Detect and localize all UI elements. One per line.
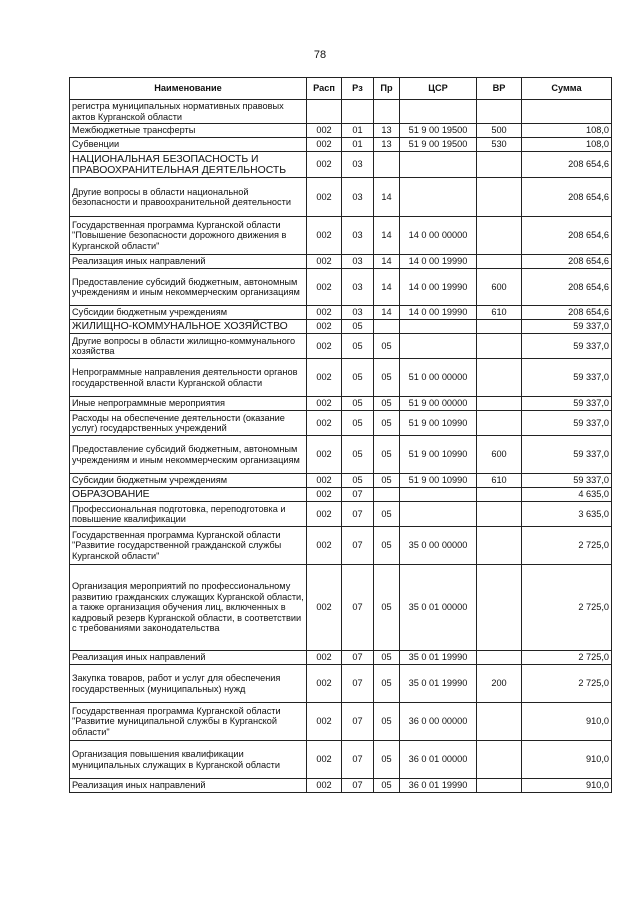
cell-sum: 2 725,0: [522, 565, 612, 651]
cell-rasp: 002: [307, 255, 342, 269]
cell-sum: 208 654,6: [522, 269, 612, 306]
table-row: [70, 651, 612, 665]
cell-rz: 03: [342, 178, 374, 217]
table-row: [70, 334, 612, 359]
cell-name: Реализация иных направлений: [70, 651, 307, 665]
cell-rz: 01: [342, 124, 374, 138]
cell-csr: 14 0 00 19990: [400, 255, 477, 269]
cell-rz: 07: [342, 651, 374, 665]
cell-name: Государственная программа Курганской области "Развитие государственной гражданской службы Курганской области": [70, 527, 307, 565]
cell-csr: 51 9 00 19500: [400, 138, 477, 152]
cell-rz: 07: [342, 703, 374, 741]
cell-vr: [477, 527, 522, 565]
cell-pr: 14: [374, 178, 400, 217]
table-row: [70, 100, 612, 124]
cell-name: Организация повышения квалификации муниципальных служащих в Курганской области: [70, 741, 307, 779]
cell-pr: 05: [374, 527, 400, 565]
cell-rz: 03: [342, 269, 374, 306]
cell-csr: 36 0 01 19990: [400, 779, 477, 793]
cell-vr: [477, 488, 522, 502]
cell-csr: 35 0 01 19990: [400, 665, 477, 703]
cell-vr: [477, 565, 522, 651]
cell-vr: [477, 397, 522, 411]
cell-csr: 14 0 00 19990: [400, 306, 477, 320]
cell-sum: 2 725,0: [522, 665, 612, 703]
table-row: [70, 565, 612, 651]
cell-pr: 05: [374, 474, 400, 488]
cell-csr: 35 0 01 00000: [400, 565, 477, 651]
cell-rz: 03: [342, 306, 374, 320]
cell-vr: [477, 255, 522, 269]
table-row: [70, 124, 612, 138]
table-row: [70, 741, 612, 779]
cell-vr: 530: [477, 138, 522, 152]
table-row: [70, 397, 612, 411]
cell-vr: [477, 320, 522, 334]
cell-rasp: 002: [307, 152, 342, 178]
cell-vr: [477, 741, 522, 779]
table-body: [70, 100, 612, 793]
cell-rz: 07: [342, 488, 374, 502]
cell-rasp: 002: [307, 665, 342, 703]
cell-csr: 36 0 00 00000: [400, 703, 477, 741]
cell-rasp: 002: [307, 779, 342, 793]
page-number: 78: [313, 49, 327, 61]
cell-rz: 05: [342, 334, 374, 359]
cell-csr: [400, 502, 477, 527]
table-row: [70, 269, 612, 306]
table-row: [70, 474, 612, 488]
header-name: Наименование: [70, 78, 307, 100]
cell-pr: 05: [374, 565, 400, 651]
table-row: [70, 488, 612, 502]
cell-rz: 03: [342, 152, 374, 178]
cell-csr: 51 9 00 19500: [400, 124, 477, 138]
cell-csr: 35 0 01 19990: [400, 651, 477, 665]
cell-csr: 36 0 01 00000: [400, 741, 477, 779]
cell-sum: 59 337,0: [522, 397, 612, 411]
cell-rz: [342, 100, 374, 124]
cell-pr: 05: [374, 359, 400, 397]
cell-pr: [374, 320, 400, 334]
cell-vr: 600: [477, 436, 522, 474]
cell-pr: 13: [374, 124, 400, 138]
table-row: [70, 703, 612, 741]
cell-name: Организация мероприятий по профессиональному развитию гражданских служащих Курганской области, а также организация обучения лиц, включенных в кадровый резерв Курганской области, в соответствии с требованиями законодательства: [70, 565, 307, 651]
cell-sum: 59 337,0: [522, 359, 612, 397]
cell-sum: [522, 100, 612, 124]
table-row: [70, 527, 612, 565]
cell-rasp: 002: [307, 436, 342, 474]
cell-sum: 2 725,0: [522, 527, 612, 565]
cell-name: Реализация иных направлений: [70, 255, 307, 269]
cell-vr: [477, 217, 522, 255]
cell-rz: 05: [342, 436, 374, 474]
cell-csr: 51 9 00 10990: [400, 474, 477, 488]
cell-csr: 51 9 00 10990: [400, 411, 477, 436]
cell-rasp: 002: [307, 217, 342, 255]
cell-pr: 05: [374, 665, 400, 703]
cell-sum: 208 654,6: [522, 217, 612, 255]
cell-pr: 14: [374, 306, 400, 320]
header-rz: Рз: [342, 78, 374, 100]
cell-pr: 05: [374, 703, 400, 741]
cell-rasp: 002: [307, 565, 342, 651]
header-rasp: Расп: [307, 78, 342, 100]
cell-csr: 51 0 00 00000: [400, 359, 477, 397]
cell-vr: 200: [477, 665, 522, 703]
cell-name: ОБРАЗОВАНИЕ: [70, 488, 307, 502]
cell-rasp: [307, 100, 342, 124]
cell-csr: 51 9 00 10990: [400, 436, 477, 474]
cell-pr: 05: [374, 397, 400, 411]
cell-rasp: 002: [307, 178, 342, 217]
cell-rasp: 002: [307, 269, 342, 306]
cell-pr: 05: [374, 411, 400, 436]
header-pr: Пр: [374, 78, 400, 100]
cell-name: Иные непрограммные мероприятия: [70, 397, 307, 411]
cell-vr: [477, 651, 522, 665]
cell-vr: [477, 703, 522, 741]
cell-csr: 14 0 00 00000: [400, 217, 477, 255]
cell-pr: 05: [374, 334, 400, 359]
cell-rasp: 002: [307, 397, 342, 411]
cell-rz: 03: [342, 217, 374, 255]
cell-sum: 108,0: [522, 138, 612, 152]
cell-pr: 14: [374, 269, 400, 306]
cell-sum: 208 654,6: [522, 255, 612, 269]
cell-name: Реализация иных направлений: [70, 779, 307, 793]
cell-rz: 07: [342, 779, 374, 793]
table-row: [70, 411, 612, 436]
cell-sum: 59 337,0: [522, 436, 612, 474]
table-row: [70, 502, 612, 527]
cell-rz: 05: [342, 411, 374, 436]
cell-pr: 05: [374, 741, 400, 779]
cell-name: Субсидии бюджетным учреждениям: [70, 474, 307, 488]
cell-rz: 05: [342, 359, 374, 397]
cell-rasp: 002: [307, 124, 342, 138]
cell-name: НАЦИОНАЛЬНАЯ БЕЗОПАСНОСТЬ И ПРАВООХРАНИТЕЛЬНАЯ ДЕЯТЕЛЬНОСТЬ: [70, 152, 307, 178]
table-row: [70, 152, 612, 178]
table-row: [70, 779, 612, 793]
cell-csr: [400, 100, 477, 124]
cell-name: Другие вопросы в области национальной безопасности и правоохранительной деятельности: [70, 178, 307, 217]
cell-vr: [477, 178, 522, 217]
cell-rasp: 002: [307, 306, 342, 320]
cell-name: Предоставление субсидий бюджетным, автономным учреждениям и иным некоммерческим организациям: [70, 269, 307, 306]
cell-sum: 2 725,0: [522, 651, 612, 665]
cell-sum: 3 635,0: [522, 502, 612, 527]
table-row: [70, 436, 612, 474]
cell-sum: 208 654,6: [522, 152, 612, 178]
cell-csr: 51 9 00 00000: [400, 397, 477, 411]
cell-vr: 500: [477, 124, 522, 138]
cell-sum: 108,0: [522, 124, 612, 138]
cell-csr: [400, 178, 477, 217]
cell-csr: [400, 334, 477, 359]
budget-table: [69, 77, 612, 793]
cell-name: Непрограммные направления деятельности органов государственной власти Курганской области: [70, 359, 307, 397]
cell-sum: 4 635,0: [522, 488, 612, 502]
cell-name: Государственная программа Курганской области "Повышение безопасности дорожного движения в Курганской области": [70, 217, 307, 255]
cell-pr: [374, 488, 400, 502]
cell-sum: 59 337,0: [522, 334, 612, 359]
cell-pr: [374, 100, 400, 124]
cell-csr: 35 0 00 00000: [400, 527, 477, 565]
cell-name: Предоставление субсидий бюджетным, автономным учреждениям и иным некоммерческим организациям: [70, 436, 307, 474]
cell-csr: [400, 152, 477, 178]
cell-vr: 600: [477, 269, 522, 306]
cell-sum: 59 337,0: [522, 411, 612, 436]
cell-pr: 13: [374, 138, 400, 152]
cell-vr: 610: [477, 474, 522, 488]
table-row: [70, 359, 612, 397]
cell-rz: 07: [342, 741, 374, 779]
cell-vr: 610: [477, 306, 522, 320]
cell-sum: 910,0: [522, 741, 612, 779]
table-row: [70, 255, 612, 269]
cell-pr: [374, 152, 400, 178]
cell-pr: 14: [374, 217, 400, 255]
header-csr: ЦСР: [400, 78, 477, 100]
header-vr: ВР: [477, 78, 522, 100]
cell-vr: [477, 334, 522, 359]
cell-rz: 05: [342, 320, 374, 334]
cell-rasp: 002: [307, 359, 342, 397]
cell-pr: 05: [374, 651, 400, 665]
cell-rasp: 002: [307, 502, 342, 527]
cell-rasp: 002: [307, 320, 342, 334]
cell-name: регистра муниципальных нормативных правовых актов Курганской области: [70, 100, 307, 124]
cell-pr: 05: [374, 436, 400, 474]
cell-name: Субвенции: [70, 138, 307, 152]
cell-vr: [477, 359, 522, 397]
cell-sum: 910,0: [522, 703, 612, 741]
cell-rz: 05: [342, 474, 374, 488]
cell-rz: 01: [342, 138, 374, 152]
cell-pr: 14: [374, 255, 400, 269]
table-row: [70, 306, 612, 320]
cell-name: Расходы на обеспечение деятельности (оказание услуг) государственных учреждений: [70, 411, 307, 436]
cell-csr: [400, 320, 477, 334]
cell-rasp: 002: [307, 741, 342, 779]
cell-rz: 07: [342, 502, 374, 527]
cell-rasp: 002: [307, 651, 342, 665]
table-row: [70, 217, 612, 255]
cell-name: Государственная программа Курганской области "Развитие муниципальной службы в Курганской области": [70, 703, 307, 741]
table-row: [70, 138, 612, 152]
cell-vr: [477, 100, 522, 124]
cell-name: ЖИЛИЩНО-КОММУНАЛЬНОЕ ХОЗЯЙСТВО: [70, 320, 307, 334]
table-row: [70, 320, 612, 334]
cell-rz: 05: [342, 397, 374, 411]
cell-vr: [477, 502, 522, 527]
cell-rasp: 002: [307, 334, 342, 359]
cell-rz: 07: [342, 665, 374, 703]
cell-rasp: 002: [307, 138, 342, 152]
cell-csr: 14 0 00 19990: [400, 269, 477, 306]
cell-name: Другие вопросы в области жилищно-коммунального хозяйства: [70, 334, 307, 359]
cell-name: Субсидии бюджетным учреждениям: [70, 306, 307, 320]
cell-pr: 05: [374, 779, 400, 793]
cell-sum: 59 337,0: [522, 474, 612, 488]
cell-name: Закупка товаров, работ и услуг для обеспечения государственных (муниципальных) нужд: [70, 665, 307, 703]
cell-rz: 07: [342, 565, 374, 651]
table-header-row: [70, 78, 612, 100]
cell-rasp: 002: [307, 474, 342, 488]
table-row: [70, 178, 612, 217]
cell-rasp: 002: [307, 703, 342, 741]
cell-name: Профессиональная подготовка, переподготовка и повышение квалификации: [70, 502, 307, 527]
cell-pr: 05: [374, 502, 400, 527]
cell-rz: 07: [342, 527, 374, 565]
header-sum: Сумма: [522, 78, 612, 100]
table-row: [70, 665, 612, 703]
cell-rasp: 002: [307, 488, 342, 502]
cell-csr: [400, 488, 477, 502]
cell-name: Межбюджетные трансферты: [70, 124, 307, 138]
cell-sum: 208 654,6: [522, 178, 612, 217]
cell-vr: [477, 152, 522, 178]
cell-rz: 03: [342, 255, 374, 269]
cell-sum: 910,0: [522, 779, 612, 793]
cell-sum: 208 654,6: [522, 306, 612, 320]
cell-rasp: 002: [307, 411, 342, 436]
cell-sum: 59 337,0: [522, 320, 612, 334]
cell-vr: [477, 411, 522, 436]
cell-vr: [477, 779, 522, 793]
cell-rasp: 002: [307, 527, 342, 565]
